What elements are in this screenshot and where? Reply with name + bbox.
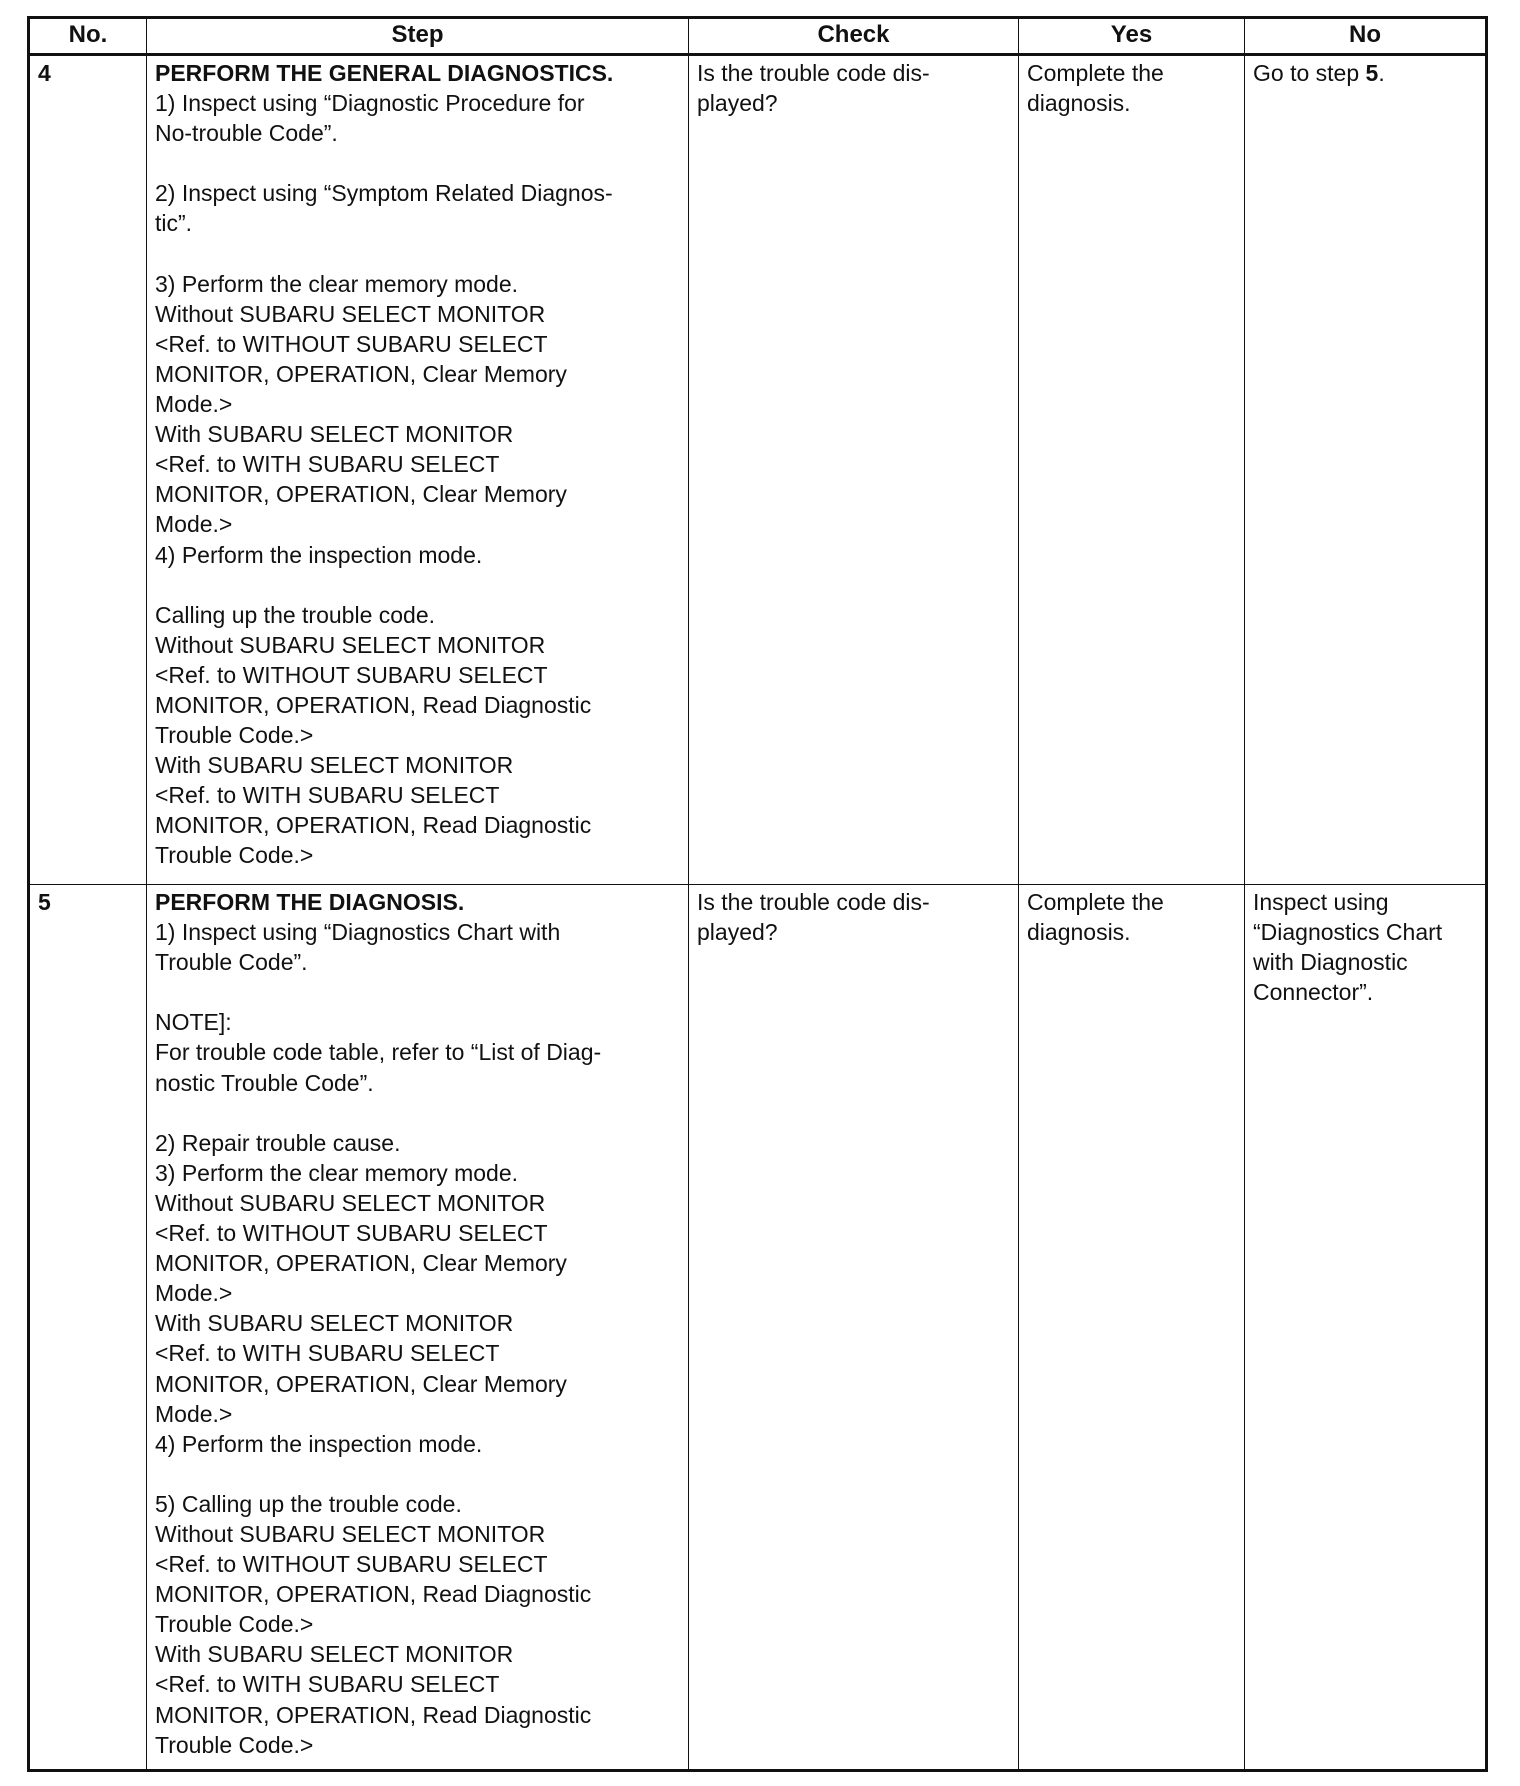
spacer <box>155 1459 680 1489</box>
spacer <box>155 977 680 1007</box>
check-cell <box>689 55 1019 885</box>
step-line: tic”. <box>155 210 193 237</box>
spacer <box>155 1098 680 1128</box>
step-cell <box>147 885 689 1771</box>
step-line: MONITOR, OPERATION, Read Diagnostic <box>155 1581 592 1608</box>
step-line: With SUBARU SELECT MONITOR <box>155 1641 514 1668</box>
no-line: Connector”. <box>1253 979 1374 1006</box>
step-line: MONITOR, OPERATION, Read Diagnostic <box>155 1701 592 1728</box>
no-text: Go to step <box>1253 60 1366 86</box>
check-cell <box>689 885 1019 1771</box>
yes-cell <box>1019 885 1245 1771</box>
check-line: Is the trouble code dis- <box>697 60 930 86</box>
step-line: Mode.> <box>155 391 233 418</box>
step-line: Calling up the trouble code. <box>155 601 436 628</box>
step-line: Mode.> <box>155 1280 233 1307</box>
step-line: 5) Calling up the trouble code. <box>155 1490 462 1517</box>
no-text-end: . <box>1378 60 1385 86</box>
no-cell <box>1245 885 1487 1771</box>
header-row <box>29 18 1487 55</box>
yes-line: diagnosis. <box>1027 90 1131 117</box>
step-line: MONITOR, OPERATION, Clear Memory <box>155 360 567 387</box>
step-line: Mode.> <box>155 511 233 538</box>
step-line: Trouble Code.> <box>155 722 314 749</box>
note-label: NOTE]: <box>155 1009 232 1036</box>
step-title: PERFORM THE GENERAL DIAGNOSTICS. <box>155 60 614 86</box>
step-line: Without SUBARU SELECT MONITOR <box>155 1520 546 1547</box>
step-line: <Ref. to WITH SUBARU SELECT <box>155 1671 500 1698</box>
no-cell <box>1245 55 1487 885</box>
step-line: <Ref. to WITHOUT SUBARU SELECT <box>155 661 548 688</box>
step-line: Mode.> <box>155 1400 233 1427</box>
step-line: 2) Inspect using “Symptom Related Diagnos- <box>155 180 613 207</box>
step-line: <Ref. to WITH SUBARU SELECT <box>155 451 500 478</box>
step-line: <Ref. to WITHOUT SUBARU SELECT <box>155 1551 548 1578</box>
step-number: 4 <box>29 55 147 885</box>
yes-line: Complete the <box>1027 889 1164 915</box>
no-line: Inspect using <box>1253 889 1389 915</box>
step-reference: 5 <box>1365 60 1379 86</box>
step-line: Without SUBARU SELECT MONITOR <box>155 1189 546 1216</box>
header-no: No. <box>29 18 147 55</box>
step-line: With SUBARU SELECT MONITOR <box>155 421 514 448</box>
check-line: played? <box>697 90 778 117</box>
no-line <box>1253 58 1477 88</box>
step-line: MONITOR, OPERATION, Read Diagnostic <box>155 812 592 839</box>
step-line: 3) Perform the clear memory mode. <box>155 1159 519 1186</box>
yes-cell <box>1019 55 1245 885</box>
step-line: Trouble Code.> <box>155 1731 314 1758</box>
step-line: Trouble Code.> <box>155 842 314 869</box>
step-line: MONITOR, OPERATION, Clear Memory <box>155 1250 567 1277</box>
note-line: nostic Trouble Code”. <box>155 1069 374 1096</box>
spacer <box>155 239 680 269</box>
step-line: 1) Inspect using “Diagnostics Chart with <box>155 919 561 946</box>
step-line: 3) Perform the clear memory mode. <box>155 270 519 297</box>
table-row <box>29 885 1487 1771</box>
table-row <box>29 55 1487 885</box>
step-line: <Ref. to WITH SUBARU SELECT <box>155 1340 500 1367</box>
step-line: 4) Perform the inspection mode. <box>155 541 483 568</box>
header-step: Step <box>147 18 689 55</box>
step-line: With SUBARU SELECT MONITOR <box>155 752 514 779</box>
step-line: No-trouble Code”. <box>155 120 338 147</box>
header-yes: Yes <box>1019 18 1245 55</box>
no-line: “Diagnostics Chart <box>1253 919 1443 946</box>
step-line: <Ref. to WITHOUT SUBARU SELECT <box>155 330 548 357</box>
check-line: Is the trouble code dis- <box>697 889 930 915</box>
step-line: 4) Perform the inspection mode. <box>155 1430 483 1457</box>
step-line: MONITOR, OPERATION, Clear Memory <box>155 1370 567 1397</box>
step-line: With SUBARU SELECT MONITOR <box>155 1310 514 1337</box>
step-cell <box>147 55 689 885</box>
step-line: Without SUBARU SELECT MONITOR <box>155 631 546 658</box>
no-line: with Diagnostic <box>1253 949 1408 976</box>
step-line: <Ref. to WITHOUT SUBARU SELECT <box>155 1220 548 1247</box>
step-line: MONITOR, OPERATION, Read Diagnostic <box>155 691 592 718</box>
step-line: 2) Repair trouble cause. <box>155 1129 401 1156</box>
header-no-result: No <box>1245 18 1487 55</box>
yes-line: diagnosis. <box>1027 919 1131 946</box>
spacer <box>155 148 680 178</box>
check-line: played? <box>697 919 778 946</box>
step-line: <Ref. to WITH SUBARU SELECT <box>155 782 500 809</box>
step-line: Trouble Code.> <box>155 1611 314 1638</box>
step-line: Without SUBARU SELECT MONITOR <box>155 300 546 327</box>
header-check: Check <box>689 18 1019 55</box>
spacer <box>155 570 680 600</box>
step-line: MONITOR, OPERATION, Clear Memory <box>155 481 567 508</box>
step-line: Trouble Code”. <box>155 949 308 976</box>
step-number: 5 <box>29 885 147 1771</box>
note-line: For trouble code table, refer to “List of Diag- <box>155 1039 602 1066</box>
step-title: PERFORM THE DIAGNOSIS. <box>155 889 465 915</box>
yes-line: Complete the <box>1027 60 1164 86</box>
step-line: 1) Inspect using “Diagnostic Procedure for <box>155 90 585 117</box>
diagnostic-table <box>27 16 1488 1772</box>
